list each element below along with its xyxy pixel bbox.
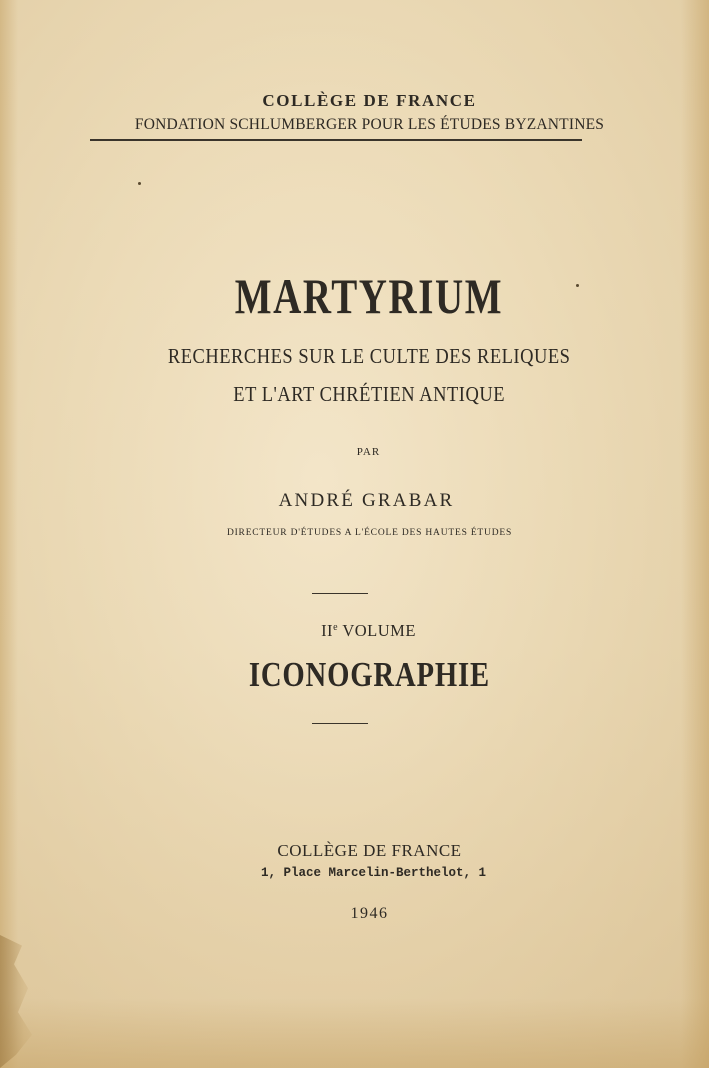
volume-numeral: II — [321, 621, 334, 640]
foundation-heading: FONDATION SCHLUMBERGER POUR LES ÉTUDES BYZANTINES — [134, 116, 605, 133]
book-title: MARTYRIUM — [234, 268, 504, 324]
paper-edge-shading-bottom — [0, 998, 709, 1068]
paper-speck — [138, 182, 141, 185]
publication-year: 1946 — [350, 905, 389, 922]
volume-word: VOLUME — [342, 621, 416, 640]
section-divider-bottom — [312, 723, 368, 724]
author-name: ANDRÉ GRABAR — [278, 490, 455, 511]
volume-label — [0, 621, 709, 641]
subtitle-line-2: ET L'ART CHRÉTIEN ANTIQUE — [233, 382, 506, 406]
institution-heading: COLLÈGE DE FRANCE — [262, 91, 477, 110]
publisher-address: 1, Place Marcelin-Berthelot, 1 — [260, 866, 487, 880]
volume-title: ICONOGRAPHIE — [248, 655, 490, 694]
volume-superscript: e — [333, 622, 339, 633]
subtitle-line-1: RECHERCHES SUR LE CULTE DES RELIQUES — [167, 344, 571, 368]
header-divider — [90, 139, 582, 141]
by-label: PAR — [356, 446, 381, 458]
publisher-name: COLLÈGE DE FRANCE — [277, 841, 462, 860]
section-divider-top — [312, 593, 368, 594]
author-role: DIRECTEUR D'ÉTUDES A L'ÉCOLE DES HAUTES ÉTUDES — [226, 528, 513, 538]
